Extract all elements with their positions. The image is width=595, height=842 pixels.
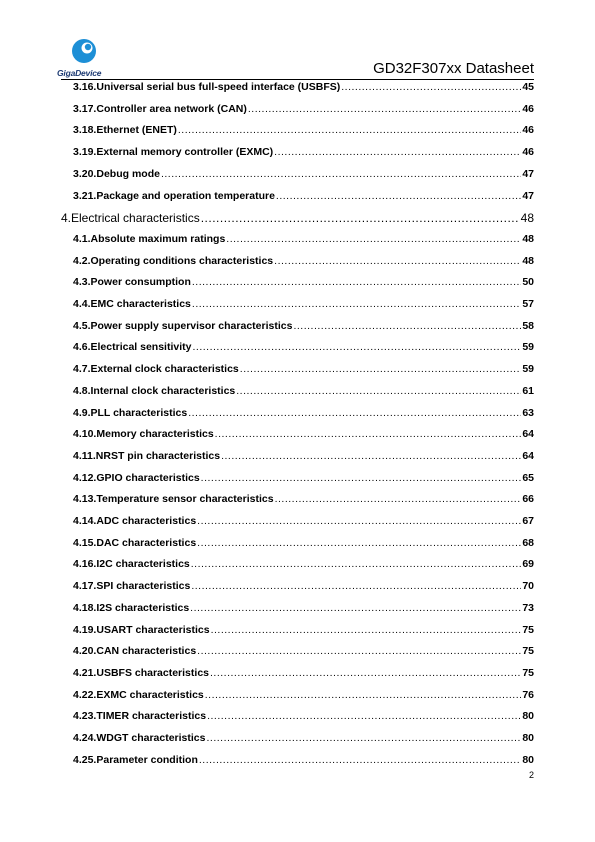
- toc-entry[interactable]: [61, 710, 534, 722]
- toc-entry-page: 59: [522, 363, 534, 376]
- toc-entry[interactable]: [61, 385, 534, 397]
- toc-entry[interactable]: [61, 168, 534, 180]
- toc-dot-leader: [188, 407, 521, 419]
- toc-entry[interactable]: [61, 320, 534, 332]
- toc-entry-page: 58: [522, 319, 534, 332]
- gigadevice-logo: [57, 38, 113, 82]
- toc-entry[interactable]: [61, 472, 534, 484]
- toc-dot-leader: [275, 493, 522, 505]
- toc-dot-leader: [274, 255, 521, 267]
- toc-entry[interactable]: [61, 689, 534, 701]
- toc-entry-number: 4.14.: [73, 515, 97, 527]
- toc-entry-title: SPI characteristics: [96, 580, 191, 593]
- toc-dot-leader: [215, 428, 522, 440]
- toc-entry-number: 4.8.: [73, 384, 91, 397]
- toc-entry-number: 4.10.: [73, 428, 97, 441]
- toc-entry[interactable]: [61, 667, 534, 679]
- toc-entry[interactable]: [61, 124, 534, 136]
- toc-entry-title: Internal clock characteristics: [90, 384, 236, 397]
- toc-entry-number: 4.20.: [73, 645, 97, 658]
- toc-entry-number: 4.2.: [73, 254, 91, 267]
- toc-entry-title: Absolute maximum ratings: [90, 232, 226, 245]
- toc-dot-leader: [293, 320, 521, 332]
- toc-entry-title: Memory characteristics: [96, 428, 214, 441]
- toc-entry-number: 4.7.: [73, 363, 91, 376]
- toc-entry[interactable]: [61, 515, 534, 527]
- toc-entry-title: Power supply supervisor characteristics: [90, 319, 293, 332]
- toc-entry-title: GPIO characteristics: [96, 471, 200, 484]
- toc-dot-leader: [201, 211, 520, 225]
- toc-entry-page: 48: [520, 211, 534, 226]
- toc-entry-page: 63: [522, 406, 534, 419]
- toc-dot-leader: [221, 450, 521, 462]
- toc-entry-number: 4.19.: [73, 623, 97, 636]
- toc-entry-page: 64: [522, 449, 534, 462]
- toc-dot-leader: [191, 558, 522, 570]
- toc-entry[interactable]: [61, 190, 534, 202]
- toc-entry-number: 4.24.: [73, 732, 97, 744]
- toc-entry-title: PLL characteristics: [90, 406, 188, 419]
- toc-entry-page: 48: [522, 254, 534, 267]
- toc-dot-leader: [236, 385, 521, 397]
- toc-entry-title: Electrical characteristics: [71, 211, 200, 226]
- toc-entry[interactable]: [61, 602, 534, 614]
- toc-entry-number: 3.18.: [73, 124, 97, 137]
- toc-entry-title: Power consumption: [90, 276, 191, 289]
- document-title: GD32F307xx Datasheet: [373, 60, 534, 77]
- toc-entry-title: DAC characteristics: [96, 536, 197, 549]
- toc-dot-leader: [207, 710, 521, 722]
- toc-dot-leader: [197, 515, 521, 527]
- header-rule: [61, 79, 534, 80]
- toc-entry[interactable]: [61, 298, 534, 310]
- toc-entry-title: Electrical sensitivity: [90, 341, 192, 354]
- toc-dot-leader: [201, 472, 522, 484]
- toc-entry-title: I2S characteristics: [96, 601, 190, 614]
- toc-dot-leader: [206, 732, 521, 744]
- toc-dot-leader: [199, 754, 521, 766]
- toc-entry-page: 66: [522, 493, 534, 506]
- toc-entry-title: CAN characteristics: [96, 645, 197, 658]
- toc-entry-number: 4.21.: [73, 666, 97, 679]
- toc-entry-page: 47: [522, 189, 534, 202]
- toc-dot-leader: [341, 81, 521, 93]
- toc-entry-number: 4.: [61, 211, 72, 226]
- toc-entry-number: 4.1.: [73, 232, 91, 245]
- toc-entry-page: 50: [522, 276, 534, 289]
- toc-entry-page: 46: [522, 124, 534, 137]
- toc-entry[interactable]: [61, 428, 534, 440]
- toc-dot-leader: [190, 602, 521, 614]
- toc-entry-title: NRST pin characteristics: [95, 449, 221, 462]
- toc-entry-title: TIMER characteristics: [96, 710, 207, 723]
- toc-entry-title: External clock characteristics: [90, 363, 239, 376]
- toc-entry[interactable]: [61, 211, 534, 225]
- toc-entry[interactable]: [61, 754, 534, 766]
- toc-dot-leader: [197, 537, 521, 549]
- toc-entry-page: 69: [522, 558, 534, 571]
- toc-entry-title: EXMC characteristics: [96, 688, 204, 701]
- toc-entry-title: EMC characteristics: [90, 298, 191, 310]
- toc-entry[interactable]: [61, 407, 534, 419]
- toc-entry[interactable]: [61, 81, 534, 93]
- toc-entry-number: 4.17.: [73, 580, 97, 593]
- toc-entry-number: 4.18.: [73, 601, 97, 614]
- toc-entry[interactable]: [61, 276, 534, 288]
- toc-entry[interactable]: [61, 558, 534, 570]
- toc-entry-number: 4.3.: [73, 276, 91, 289]
- toc-entry-number: 4.5.: [73, 319, 91, 332]
- toc-entry-number: 4.6.: [73, 341, 91, 354]
- toc-entry-title: Universal serial bus full-speed interface (USBFS): [96, 81, 341, 93]
- toc-entry-number: 3.16.: [73, 81, 97, 93]
- toc-entry-page: 76: [522, 688, 534, 701]
- toc-entry-page: 80: [522, 753, 534, 766]
- toc-entry-title: WDGT characteristics: [96, 732, 206, 744]
- toc-dot-leader: [197, 645, 521, 657]
- toc-dot-leader: [192, 276, 521, 288]
- toc-entry-page: 46: [522, 146, 534, 159]
- toc-entry[interactable]: [61, 450, 534, 462]
- toc-entry-number: 3.19.: [73, 146, 97, 159]
- toc-entry-page: 80: [522, 710, 534, 723]
- toc-entry-page: 70: [522, 580, 534, 593]
- toc-dot-leader: [193, 341, 522, 353]
- page-number: 2: [528, 770, 534, 780]
- toc-entry-number: 4.9.: [73, 406, 91, 419]
- toc-entry-title: Temperature sensor characteristics: [96, 493, 274, 506]
- toc-entry[interactable]: [61, 103, 534, 115]
- toc-entry[interactable]: [61, 537, 534, 549]
- toc-entry-page: 75: [522, 666, 534, 679]
- toc-entry-page: 73: [522, 601, 534, 614]
- toc-entry-title: USBFS characteristics: [96, 666, 209, 679]
- toc-dot-leader: [276, 190, 521, 202]
- toc-entry-page: 61: [522, 384, 534, 397]
- toc-entry-number: 4.4.: [73, 298, 91, 310]
- toc-entry-number: 4.11.: [73, 449, 96, 462]
- toc-entry[interactable]: [61, 580, 534, 592]
- toc-entry-title: Controller area network (CAN): [96, 102, 247, 115]
- toc-entry-title: USART characteristics: [96, 623, 210, 636]
- toc-entry[interactable]: [61, 645, 534, 657]
- toc-entry-number: 3.21.: [73, 189, 97, 202]
- toc-entry-page: 65: [522, 471, 534, 484]
- toc-dot-leader: [248, 103, 521, 115]
- toc-entry-title: Package and operation temperature: [96, 189, 275, 202]
- toc-entry-number: 3.20.: [73, 167, 97, 180]
- toc-dot-leader: [161, 168, 521, 180]
- logo-text: GigaDevice: [57, 68, 102, 78]
- toc-entry[interactable]: [61, 233, 534, 245]
- toc-dot-leader: [192, 298, 521, 310]
- toc-entry-title: Operating conditions characteristics: [90, 254, 274, 267]
- toc-entry-number: 4.25.: [73, 753, 97, 766]
- toc-entry-page: 47: [522, 167, 534, 180]
- toc-entry-title: External memory controller (EXMC): [96, 146, 274, 159]
- toc-dot-leader: [205, 689, 522, 701]
- toc-entry-title: Debug mode: [96, 167, 160, 180]
- toc-dot-leader: [226, 233, 521, 245]
- toc-dot-leader: [178, 124, 521, 136]
- toc-entry-page: 48: [522, 232, 534, 245]
- toc-entry[interactable]: [61, 363, 534, 375]
- toc-entry-title: Parameter condition: [96, 753, 198, 766]
- toc-entry-number: 4.15.: [73, 536, 97, 549]
- toc-entry-page: 67: [522, 515, 534, 527]
- toc-dot-leader: [211, 624, 522, 636]
- toc-entry-number: 3.17.: [73, 102, 97, 115]
- toc-entry-page: 75: [522, 645, 534, 658]
- toc-entry-page: 68: [522, 536, 534, 549]
- toc-entry-page: 57: [522, 298, 534, 310]
- toc-dot-leader: [210, 667, 521, 679]
- toc-entry[interactable]: [61, 341, 534, 353]
- toc-entry-page: 64: [522, 428, 534, 441]
- toc-entry[interactable]: [61, 732, 534, 744]
- toc-entry-number: 4.13.: [73, 493, 97, 506]
- toc-entry-number: 4.12.: [73, 471, 97, 484]
- toc-entry[interactable]: [61, 624, 534, 636]
- toc-dot-leader: [240, 363, 522, 375]
- toc-entry-title: I2C characteristics: [96, 558, 190, 571]
- gigadevice-logo-icon: [71, 38, 97, 64]
- toc-entry-number: 4.23.: [73, 710, 97, 723]
- toc-entry-number: 4.16.: [73, 558, 97, 571]
- toc-dot-leader: [274, 146, 521, 158]
- toc-entry-title: Ethernet (ENET): [96, 124, 177, 137]
- toc-entry[interactable]: [61, 146, 534, 158]
- toc-dot-leader: [191, 580, 521, 592]
- toc-entry[interactable]: [61, 493, 534, 505]
- toc-entry-title: ADC characteristics: [96, 515, 197, 527]
- toc-entry-page: 45: [522, 81, 534, 93]
- toc-entry-page: 46: [522, 102, 534, 115]
- toc-entry-page: 80: [522, 732, 534, 744]
- toc-entry-page: 59: [522, 341, 534, 354]
- toc-entry-number: 4.22.: [73, 688, 97, 701]
- toc-entry[interactable]: [61, 255, 534, 267]
- toc-entry-page: 75: [522, 623, 534, 636]
